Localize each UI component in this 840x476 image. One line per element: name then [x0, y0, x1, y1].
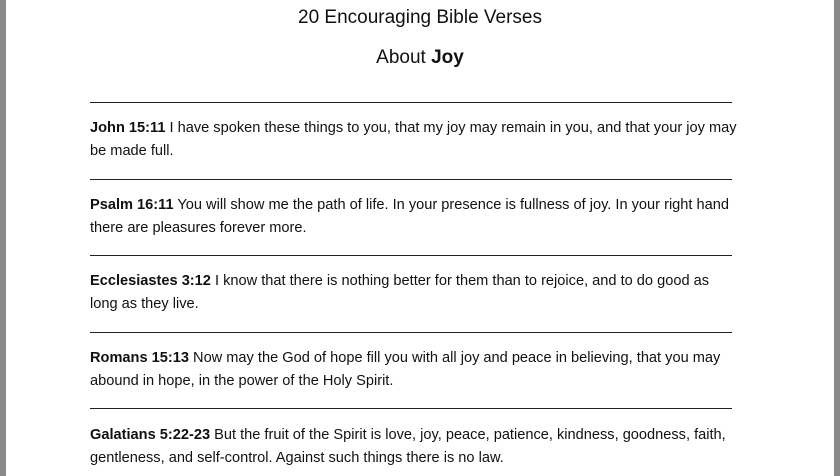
verse-block — [90, 424, 740, 470]
divider-line — [90, 179, 732, 180]
subtitle-prefix: About — [376, 47, 432, 68]
document-subtitle — [6, 46, 834, 70]
subtitle-bold-word: Joy — [431, 47, 464, 68]
verse-block — [90, 117, 740, 163]
verse-text: I know that there is nothing better for them than to rejoice, and to do good as long as they live. — [90, 273, 710, 312]
verse-reference: John 15:11 — [90, 120, 166, 136]
verse-block — [90, 194, 740, 240]
verse-block — [90, 270, 740, 316]
divider-line — [90, 255, 732, 256]
verse-block — [90, 347, 740, 393]
verse-reference: Psalm 16:11 — [90, 197, 174, 213]
verse-reference: Ecclesiastes 3:12 — [90, 273, 211, 289]
divider-line — [90, 102, 732, 103]
verse-text: But the fruit of the Spirit is love, joy, peace, patience, kindness, goodness, faith, gentleness, and self-control. Against such things there is no law. — [90, 427, 726, 466]
verse-reference: Galatians 5:22-23 — [90, 427, 211, 443]
divider-line — [90, 332, 732, 333]
verse-text: Now may the God of hope fill you with all joy and peace in believing, that you may abound in hope, in the power of the Holy Spirit. — [90, 350, 721, 389]
verse-reference: Romans 15:13 — [90, 350, 189, 366]
divider-line — [90, 408, 732, 409]
verse-text: I have spoken these things to you, that my joy may remain in you, and that your joy may be made full. — [90, 120, 737, 159]
document-page — [6, 0, 834, 476]
verse-text: You will show me the path of life. In your presence is fullness of joy. In your right hand there are pleasures forever more. — [90, 197, 729, 236]
document-title: 20 Encouraging Bible Verses — [298, 7, 542, 28]
